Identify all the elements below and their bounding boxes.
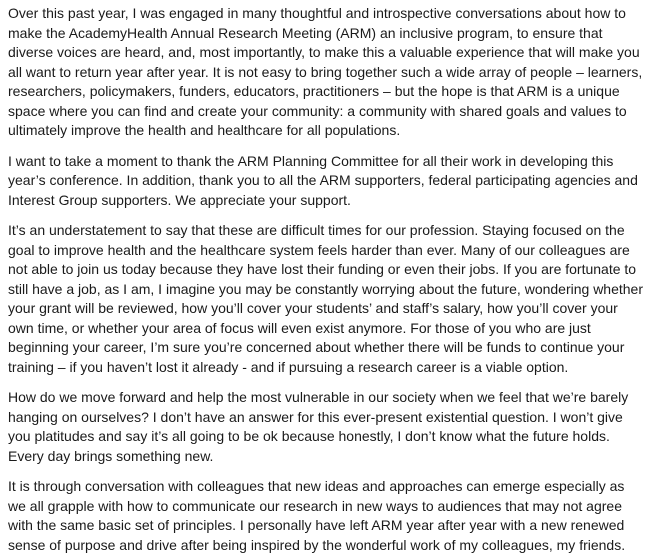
paragraph-difficult-times: It’s an understatement to say that these are difficult times for our profession. Staying focused on the goal to improve health and the healthcare system feels harder than ever. Many of our colleagues are not able to join us today because they have lost their funding or even their jobs. If you are fortunate to still have a job, as I am, I imagine you may be constantly worrying about the future, wondering whether your grant will be reviewed, how you’ll cover your students’ and staff’s salary, how you’ll cover your own time, or whether your area of focus will even exist anymore. For those of you who are just beginning your career, I’m sure you’re concerned about whether there will be funds to continue your training – if you haven’t lost it already - and if pursuing a research career is a viable option.: [8, 222, 644, 375]
paragraph-moving-forward: How do we move forward and help the most vulnerable in our society when we feel that we’re barely hanging on ourselves? I don’t have an answer for this ever-present existential question. I won’t give you platitudes and say it’s all going to be ok because honestly, I don’t know what the future holds. Every day brings something new.: [8, 389, 629, 464]
paragraph-thanks: I want to take a moment to thank the ARM Planning Committee for all their work in developing this year’s conference. In addition, thank you to all the ARM supporters, federal participating agencies and Interest Group supporters. We appreciate your support.: [8, 152, 638, 208]
paragraph-inclusive-program: Over this past year, I was engaged in many thoughtful and introspective conversations about how to make the AcademyHealth Annual Research Meeting (ARM) an inclusive program, to ensure that diverse voices are heard, and, most importantly, to make this a valuable experience that will make you all want to return year after year. It is not easy to bring together such a wide array of people – learners, researchers, policymakers, funders, educators, practitioners – but the hope is that ARM is a unique space where you can find and create your community: a community with shared goals and values to ultimately improve the health and healthcare for all populations.: [8, 5, 643, 138]
paragraph-conversation: It is through conversation with colleagues that new ideas and approaches can emerge especially as we all grapple with how to communicate our research in new ways to audiences that may not agree with the same basic set of principles. I personally have left ARM year after year with a new renewed sense of purpose and drive after being inspired by the wonderful work of my colleagues, my friends.: [8, 478, 626, 553]
